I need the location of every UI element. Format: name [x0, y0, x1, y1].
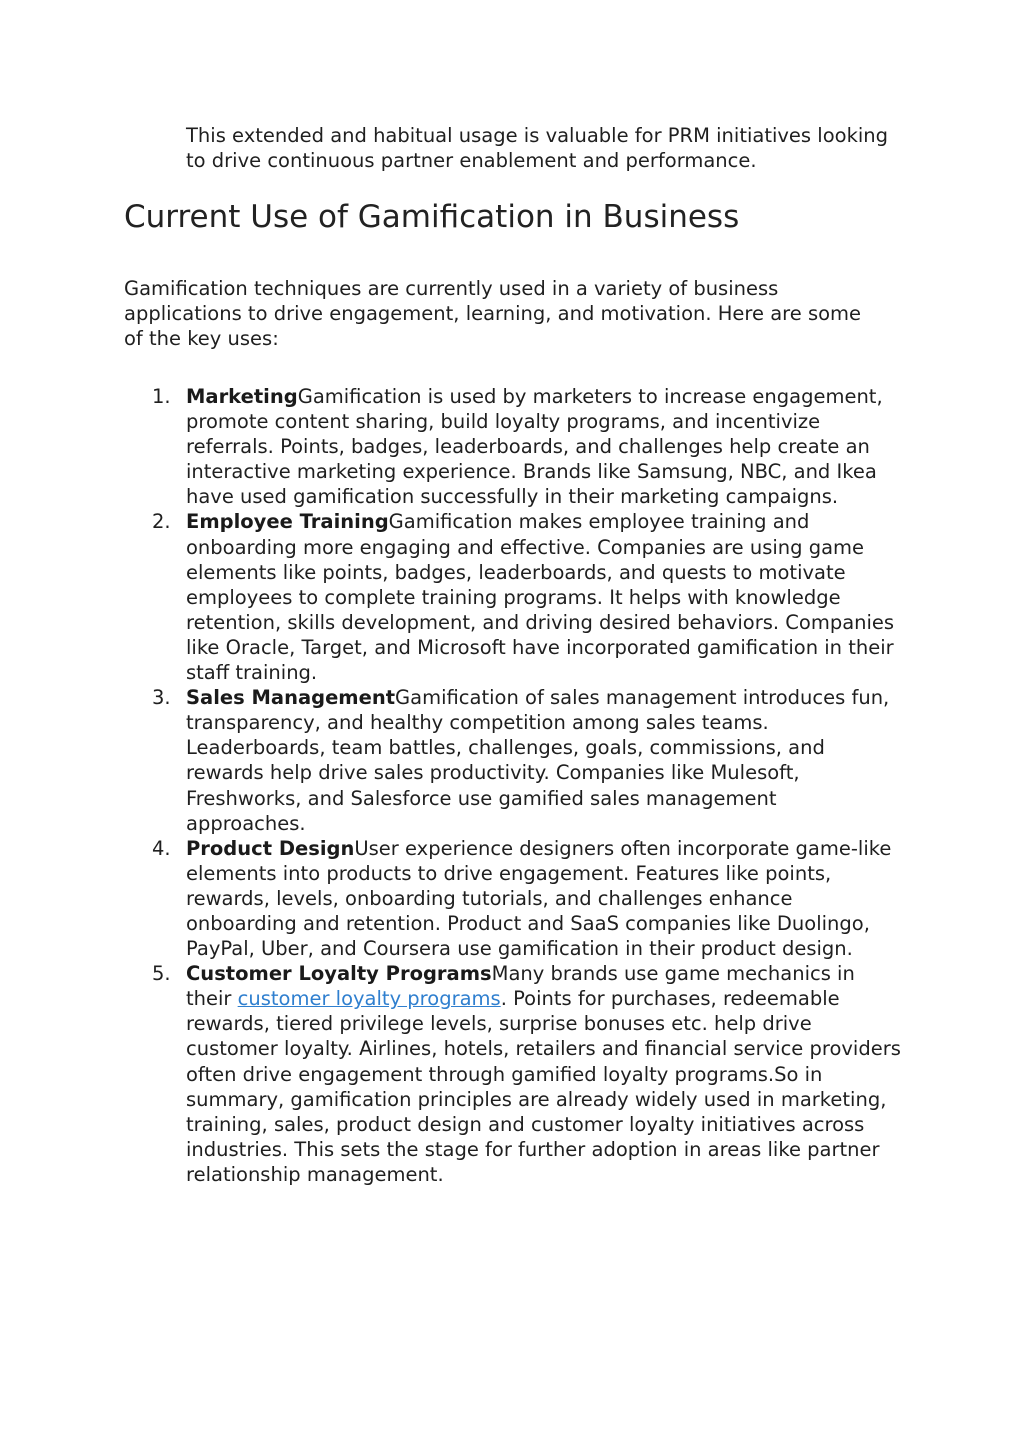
list-item-title: Employee Training: [186, 510, 389, 534]
intro-paragraph: This extended and habitual usage is valuable for PRM initiatives looking to drive continuous partner enablement and performance.: [186, 124, 889, 173]
list-item-title: Sales Management: [186, 686, 396, 710]
list-item-text: Gamification makes employee training and onboarding more engaging and effective. Companies are using game elements like points, badges, leaderboards, and quests to motivate employees to complete training programs. It helps with knowledge retention, skills development, and driving desired behaviors. Companies like Oracle, Target, and Microsoft have incorporated gamification in their staff training.: [186, 510, 895, 685]
list-item-title: Marketing: [186, 385, 298, 408]
list-item-text-before-link: Many brands use game mechanics in their: [186, 962, 855, 1011]
list-item-text: User experience designers often incorporate game-like elements into products to drive engagement. Features like points, rewards, levels, onboarding tutorials, and challenges enhance onboarding and retention. Product and SaaS companies like Duolingo, PayPal, Uber, and Coursera use gamification in their product design.: [186, 836, 892, 961]
list-item-text: Gamification of sales management introduces fun, transparency, and healthy competition among sales teams. Leaderboards, team battles, challenges, goals, commissions, and rewards help drive sales productivity. Companies like Mulesoft, Freshworks, and Salesforce use gamified sales management approaches.: [186, 686, 890, 835]
list-item-title: Customer Loyalty Programs: [186, 962, 492, 986]
list-item-product-design: [152, 836, 901, 961]
list-number: 5.: [152, 962, 171, 986]
list-item-sales-management: [152, 685, 901, 836]
list-item-text: Gamification is used by marketers to increase engagement, promote content sharing, build loyalty programs, and incentivize referrals. Points, badges, leaderboards, and challenges help create an interactive marketing experience. Brands like Samsung, NBC, and Ikea have used gamification successfully in their marketing campaigns.: [186, 385, 883, 509]
list-number: 1.: [152, 385, 171, 408]
section-heading: Current Use of Gamification in Business: [124, 199, 740, 235]
list-number: 2.: [152, 510, 171, 534]
list-item-employee-training: [152, 509, 901, 685]
uses-list: [152, 384, 901, 1187]
customer-loyalty-programs-link[interactable]: customer loyalty programs: [237, 987, 501, 1011]
list-number: 3.: [152, 686, 171, 710]
list-item-customer-loyalty-programs: [152, 961, 901, 1187]
list-item-title: Product Design: [186, 836, 355, 860]
list-item-marketing: [152, 384, 901, 509]
list-number: 4.: [152, 836, 171, 860]
section-intro-paragraph: Gamification techniques are currently used in a variety of business applications to drive engagement, learning, and motivation. Here are some of the key uses:: [124, 277, 862, 351]
list-item-text-after-link: . Points for purchases, redeemable rewards, tiered privilege levels, surprise bonuses etc. help drive customer loyalty. Airlines, hotels, retailers and financial service providers often drive engagement through gamified loyalty programs.So in summary, gamification principles are already widely used in marketing, training, sales, product design and customer loyalty initiatives across industries. This sets the stage for further adoption in areas like partner relationship management.: [186, 987, 901, 1186]
